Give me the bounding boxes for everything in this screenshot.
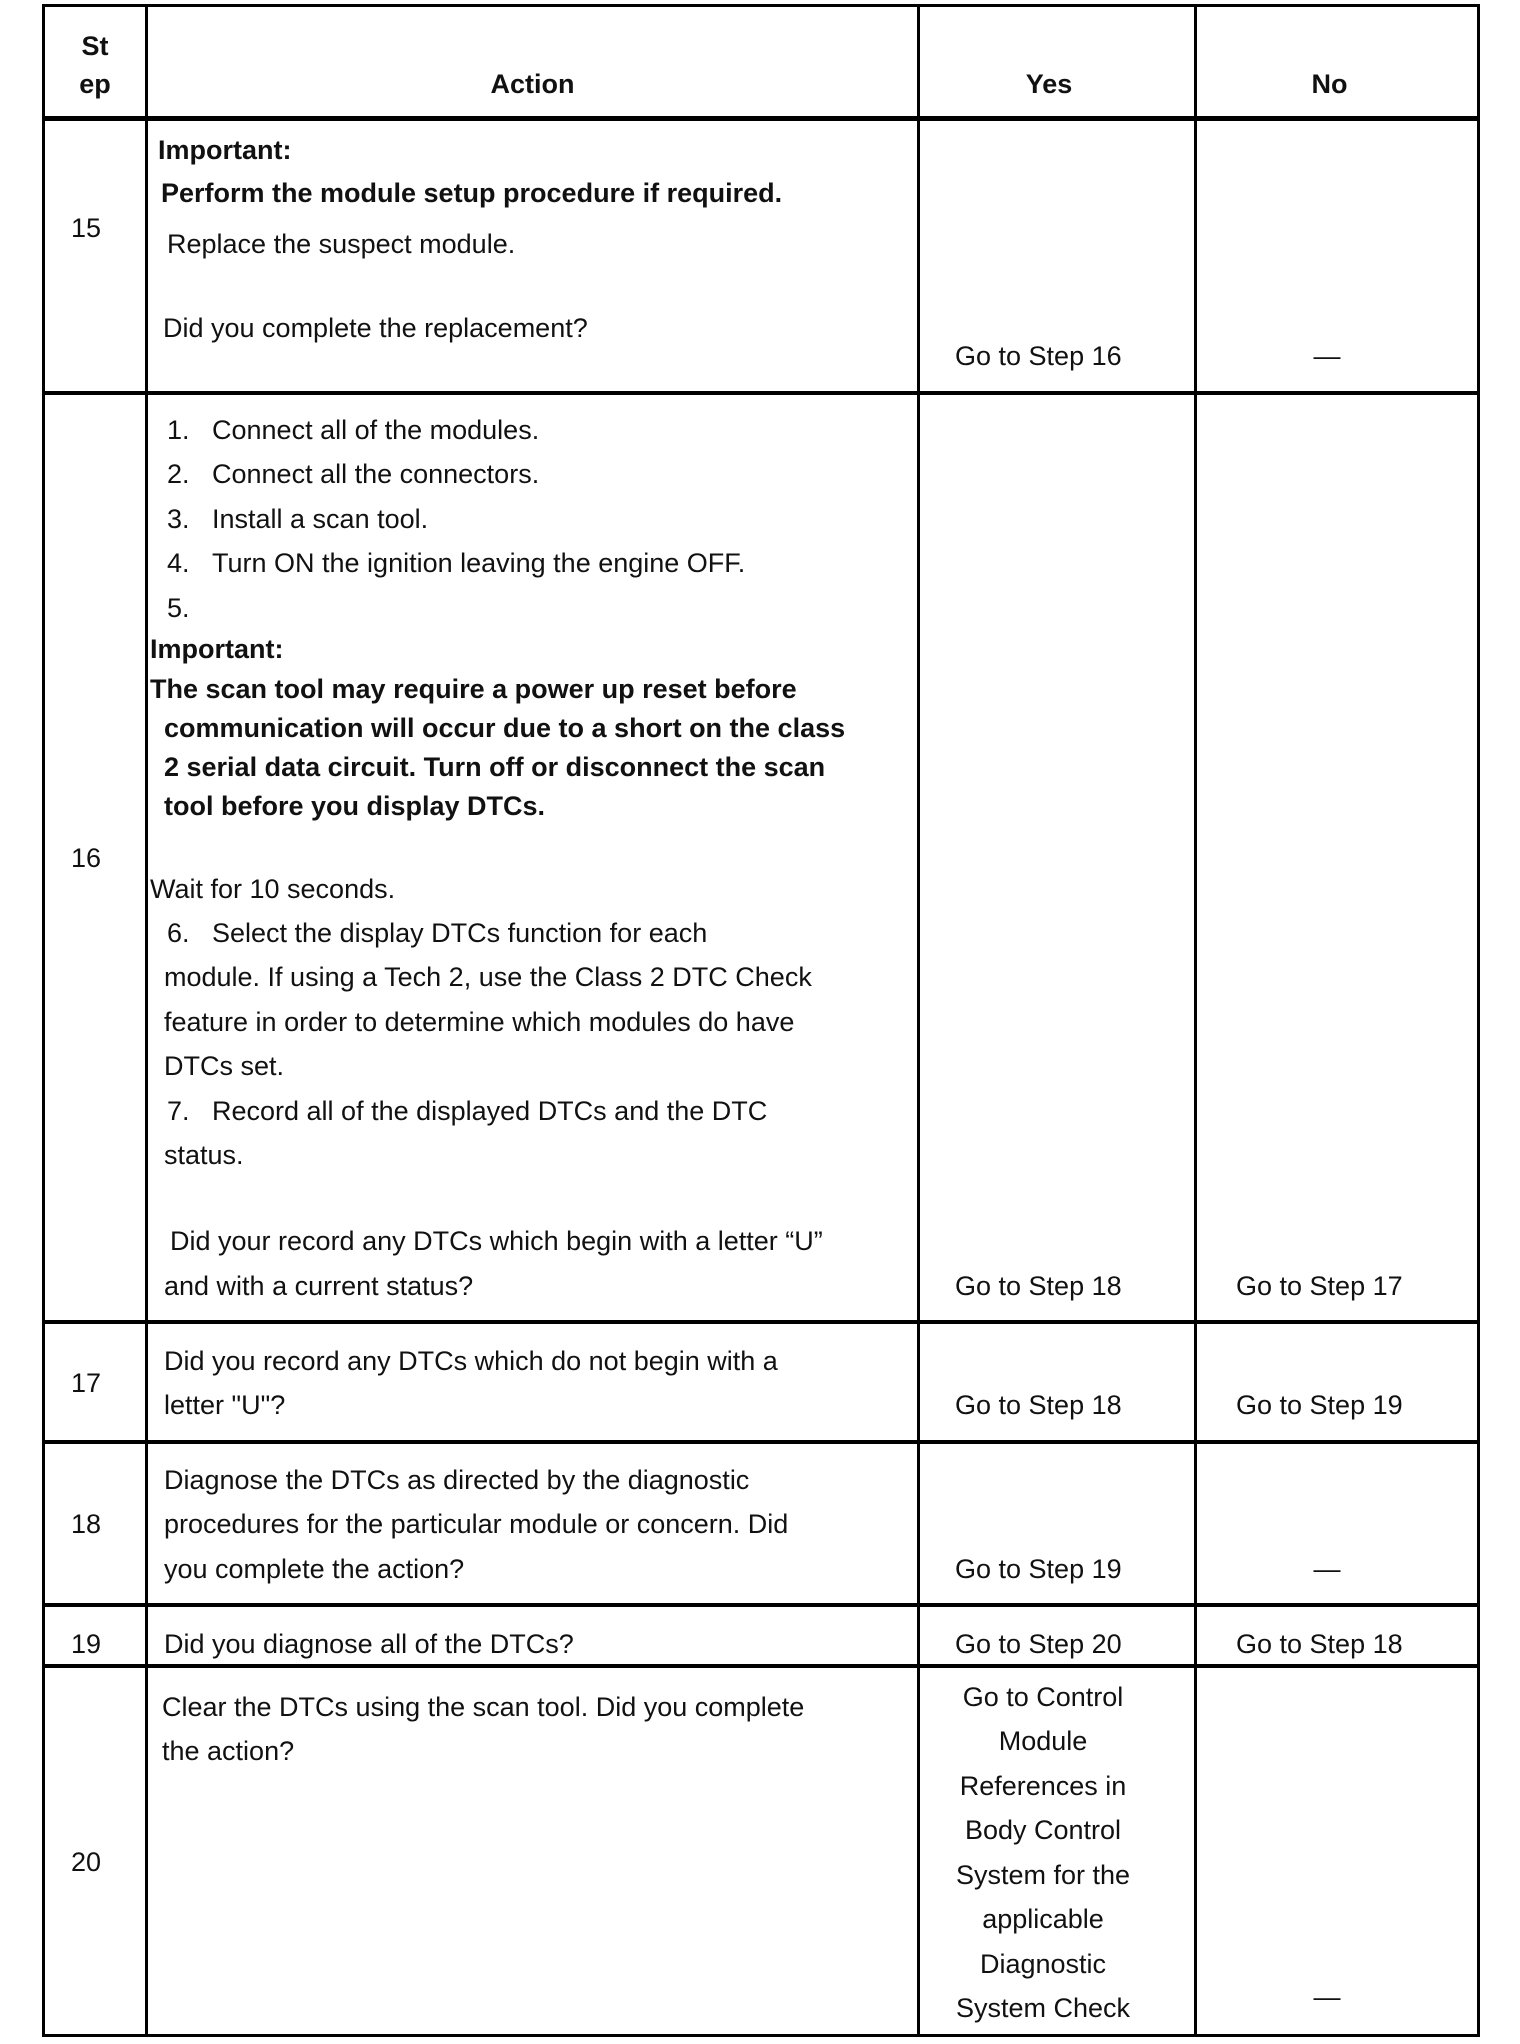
list-item-number: 5. — [167, 593, 190, 623]
question-text: Did you record any DTCs which do not begin with a — [164, 1346, 778, 1376]
row-divider — [42, 391, 1480, 395]
list-item-text: DTCs set. — [164, 1051, 285, 1081]
yes-result: Go to Step 18 — [955, 1390, 1122, 1420]
question-text: you complete the action? — [164, 1554, 465, 1584]
header-yes: Yes — [1025, 69, 1073, 99]
list-item-number: 1. — [167, 415, 190, 445]
row-divider — [42, 1440, 1480, 1444]
list-item-number: 4. — [167, 548, 190, 578]
no-result: — — [1313, 341, 1341, 371]
question-text: letter "U"? — [164, 1390, 286, 1420]
list-item-text: Connect all the connectors. — [212, 459, 540, 489]
yes-result: Go to Step 20 — [955, 1629, 1122, 1659]
step-number: 19 — [70, 1629, 102, 1659]
question-text: Did you complete the replacement? — [163, 313, 588, 343]
header-no: No — [1311, 69, 1348, 99]
no-result: — — [1313, 1554, 1341, 1584]
list-item-text: feature in order to determine which modules do have — [164, 1007, 795, 1037]
list-item-text: Connect all of the modules. — [212, 415, 540, 445]
important-label: Important: — [158, 135, 292, 165]
question-text: Did you diagnose all of the DTCs? — [164, 1629, 574, 1659]
step-number: 16 — [70, 843, 102, 873]
yes-result-line: Module — [998, 1726, 1088, 1756]
important-text-line: tool before you display DTCs. — [164, 791, 546, 821]
wait-text: Wait for 10 seconds. — [150, 874, 396, 904]
step-number: 15 — [70, 213, 102, 243]
list-item-number: 7. — [167, 1096, 190, 1126]
yes-result: Go to Step 16 — [955, 341, 1122, 371]
important-text: Perform the module setup procedure if required. — [161, 178, 783, 208]
yes-result-line: Diagnostic — [979, 1949, 1107, 1979]
column-divider — [145, 4, 148, 2037]
header-action: Action — [490, 69, 575, 99]
question-text: and with a current status? — [164, 1271, 474, 1301]
header-divider — [42, 116, 1480, 121]
step-number: 18 — [70, 1509, 102, 1539]
important-text-line: communication will occur due to a short on the class — [164, 713, 846, 743]
question-text: the action? — [162, 1736, 295, 1766]
list-item-text: module. If using a Tech 2, use the Class 2 DTC Check — [164, 962, 812, 992]
table-border-top — [42, 4, 1480, 7]
question-text: procedures for the particular module or concern. Did — [164, 1509, 789, 1539]
step-number: 20 — [70, 1847, 102, 1877]
list-item-text: Select the display DTCs function for each — [212, 918, 708, 948]
yes-result-line: System Check — [955, 1993, 1131, 2023]
list-item-text: status. — [164, 1140, 244, 1170]
no-result: Go to Step 19 — [1236, 1390, 1403, 1420]
step-number: 17 — [70, 1368, 102, 1398]
question-text: Did your record any DTCs which begin with a letter “U” — [170, 1226, 823, 1256]
table-border-right — [1477, 4, 1480, 2037]
action-text: Replace the suspect module. — [167, 229, 516, 259]
yes-result-line: Body Control — [964, 1815, 1122, 1845]
no-result: Go to Step 18 — [1236, 1629, 1403, 1659]
important-text-line: 2 serial data circuit. Turn off or disconnect the scan — [164, 752, 826, 782]
yes-result: Go to Step 19 — [955, 1554, 1122, 1584]
yes-result-line: System for the — [955, 1860, 1131, 1890]
important-label: Important: — [150, 634, 284, 664]
yes-result-line: Go to Control — [962, 1682, 1124, 1712]
table-border-left — [42, 4, 45, 2037]
column-divider — [1194, 4, 1197, 2037]
question-text: Clear the DTCs using the scan tool. Did you complete — [162, 1692, 805, 1722]
yes-result: Go to Step 18 — [955, 1271, 1122, 1301]
list-item-text: Record all of the displayed DTCs and the DTC — [212, 1096, 768, 1126]
list-item-number: 2. — [167, 459, 190, 489]
row-divider — [42, 1320, 1480, 1324]
header-step-line1: St — [81, 31, 109, 61]
list-item-text: Turn ON the ignition leaving the engine OFF. — [212, 548, 746, 578]
list-item-number: 3. — [167, 504, 190, 534]
row-divider — [42, 1603, 1480, 1607]
list-item-number: 6. — [167, 918, 190, 948]
yes-result-line: applicable — [982, 1904, 1104, 1934]
header-step-line2: ep — [79, 69, 111, 99]
no-result: Go to Step 17 — [1236, 1271, 1403, 1301]
table-border-bottom — [42, 2034, 1480, 2037]
list-item-text: Install a scan tool. — [212, 504, 429, 534]
yes-result-line: References in — [959, 1771, 1127, 1801]
important-text-line: The scan tool may require a power up reset before — [150, 674, 797, 704]
question-text: Diagnose the DTCs as directed by the diagnostic — [164, 1465, 750, 1495]
no-result: — — [1313, 1982, 1341, 2012]
